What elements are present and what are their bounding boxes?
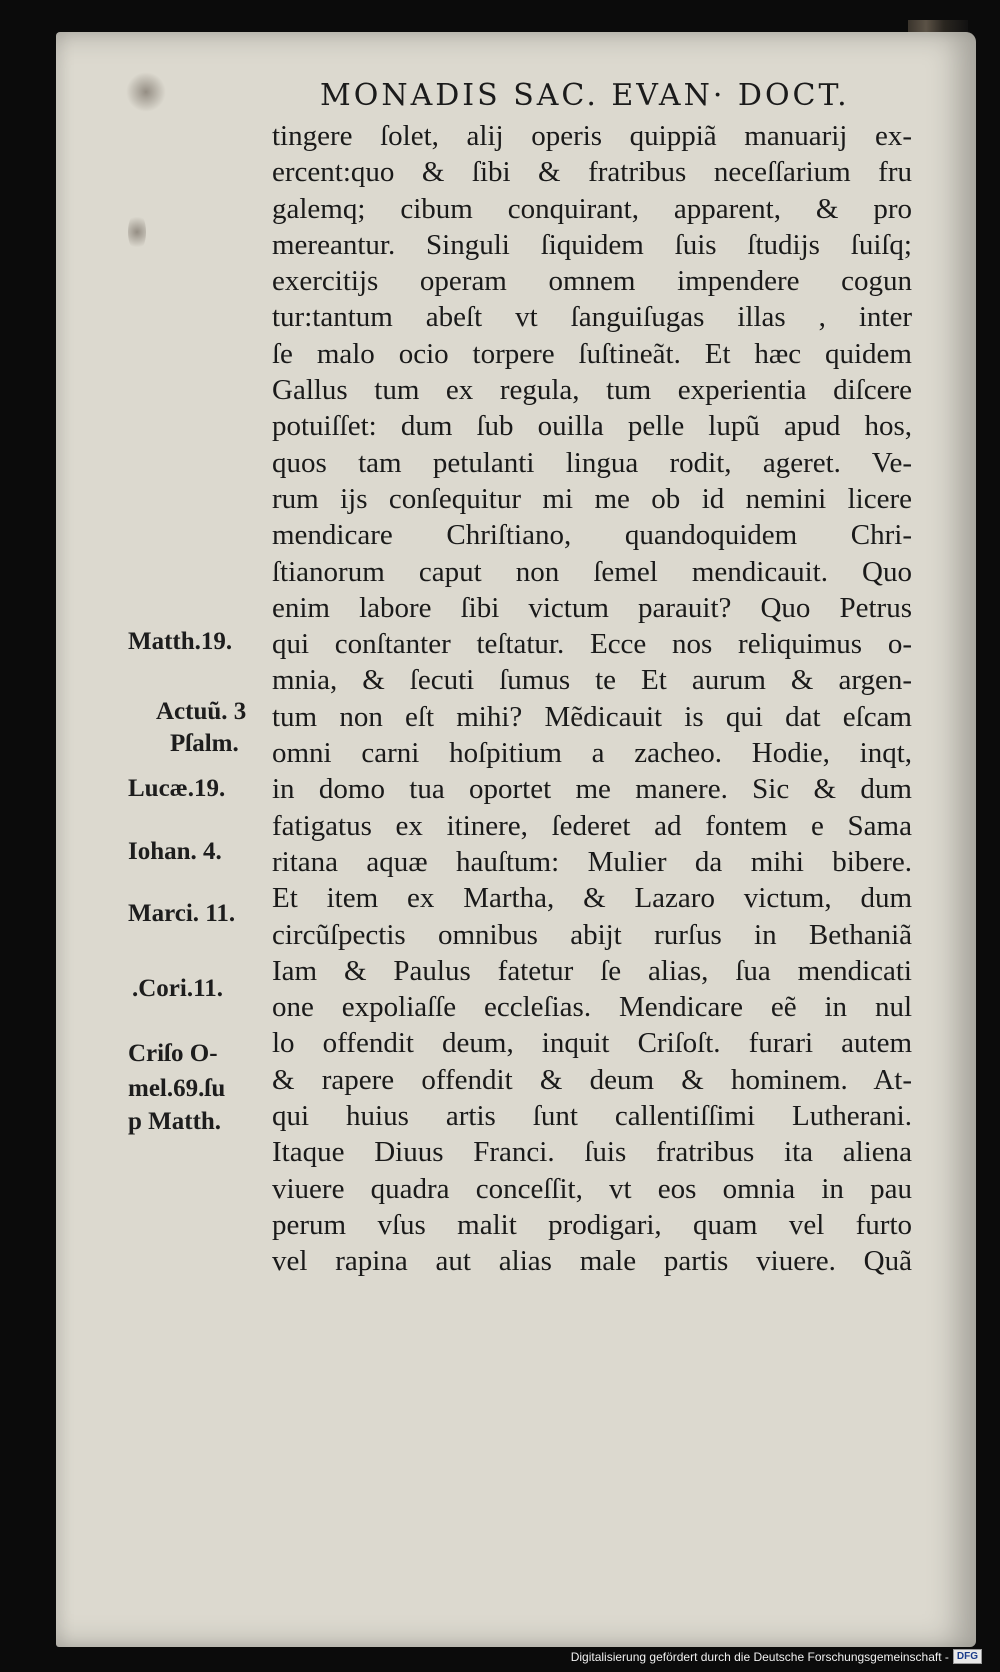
text-line: ritana aquæ hauſtum: Mulier da mihi bibere. (272, 845, 912, 878)
text-line: perum vſus malit prodigari, quam vel furto (272, 1208, 912, 1241)
text-line: circũſpectis omnibus abijt rurſus in Bethaniã (272, 918, 912, 951)
marginal-note: p Matth. (128, 1108, 222, 1135)
text-line: Itaque Diuus Franci. ſuis fratribus ita aliena (272, 1136, 912, 1169)
text-line: galemq; cibum conquirant, apparent, & pro (272, 192, 912, 225)
text-line: exercitijs operam omnem impendere cogun (272, 265, 912, 298)
text-line: Gallus tum ex regula, tum experientia diſcere (272, 374, 912, 407)
text-line: rum ijs conſequitur mi me ob id nemini licere (272, 482, 912, 515)
text-line: qui huius artis ſunt callentiſſimi Lutherani. (272, 1100, 912, 1133)
running-head: MONADIS SAC. EVAN· DOCT. (320, 78, 850, 113)
dfg-logo: DFG (953, 1649, 982, 1664)
text-line: vel rapina aut alias male partis viuere. Quã (272, 1245, 912, 1278)
text-line: fatigatus ex itinere, ſederet ad fontem e Sama (272, 809, 912, 842)
text-line: ſe malo ocio torpere ſuſtineãt. Et hæc quidem (272, 337, 912, 370)
text-line: tum non eſt mihi? Mẽdicauit is qui dat eſcam (272, 700, 912, 733)
ink-smudge (126, 72, 166, 112)
text-line: mnia, & ſecuti ſumus te Et aurum & argen- (272, 664, 912, 697)
text-line: omni carni hoſpitium a zacheo. Hodie, inqt, (272, 737, 912, 770)
text-line: mereantur. Singuli ſiquidem ſuis ſtudijs ſuiſq; (272, 228, 912, 261)
text-line: qui conſtanter teſtatur. Ecce nos reliquimus o- (272, 628, 912, 661)
text-line: & rapere offendit & deum & hominem. At- (272, 1063, 912, 1096)
text-line: ſtianorum caput non ſemel mendicauit. Quo (272, 555, 912, 588)
text-line: mendicare Chriſtiano, quandoquidem Chri- (272, 519, 912, 552)
marginal-note: Iohan. 4. (128, 838, 222, 865)
marginal-note: Pſalm. (170, 730, 239, 757)
text-line: tur:tantum abeſt vt ſanguiſugas illas , inter (272, 301, 912, 334)
text-line: viuere quadra conceſſit, vt eos omnia in pau (272, 1172, 912, 1205)
text-line: ercent:quo & ſibi & fratribus neceſſarium fru (272, 156, 912, 189)
marginal-note: Actuũ. 3 (156, 698, 247, 725)
marginal-note: mel.69.ſu (128, 1075, 226, 1102)
marginal-note: .Cori.11. (132, 975, 223, 1002)
text-line: Et item ex Martha, & Lazaro victum, dum (272, 882, 912, 915)
text-line: quos tam petulanti lingua rodit, ageret. Ve- (272, 446, 912, 479)
marginal-note: Marci. 11. (128, 900, 236, 927)
text-line: potuiſſet: dum ſub ouilla pelle lupũ apud hos, (272, 410, 912, 443)
body-text (272, 118, 912, 1280)
text-line: lo offendit deum, inquit Criſoſt. furari autem (272, 1027, 912, 1060)
text-line: one expoliaſſe eccleſias. Mendicare eẽ in nul (272, 991, 912, 1024)
text-line: Iam & Paulus fatetur ſe alias, ſua mendicati (272, 954, 912, 987)
marginal-note: Lucæ.19. (128, 775, 226, 802)
marginal-note: Criſo O- (128, 1040, 218, 1067)
marginal-note: Matth.19. (128, 628, 233, 655)
digitization-credit (571, 1649, 982, 1664)
ink-smudge (128, 212, 146, 252)
credit-text: Digitalisierung gefördert durch die Deutsche Forschungsgemeinschaft - (570, 1649, 949, 1664)
text-line: enim labore ſibi victum parauit? Quo Petrus (272, 591, 912, 624)
text-line: tingere ſolet, alij operis quippiã manuarij ex- (272, 120, 912, 152)
text-line: in domo tua oportet me manere. Sic & dum (272, 773, 912, 806)
